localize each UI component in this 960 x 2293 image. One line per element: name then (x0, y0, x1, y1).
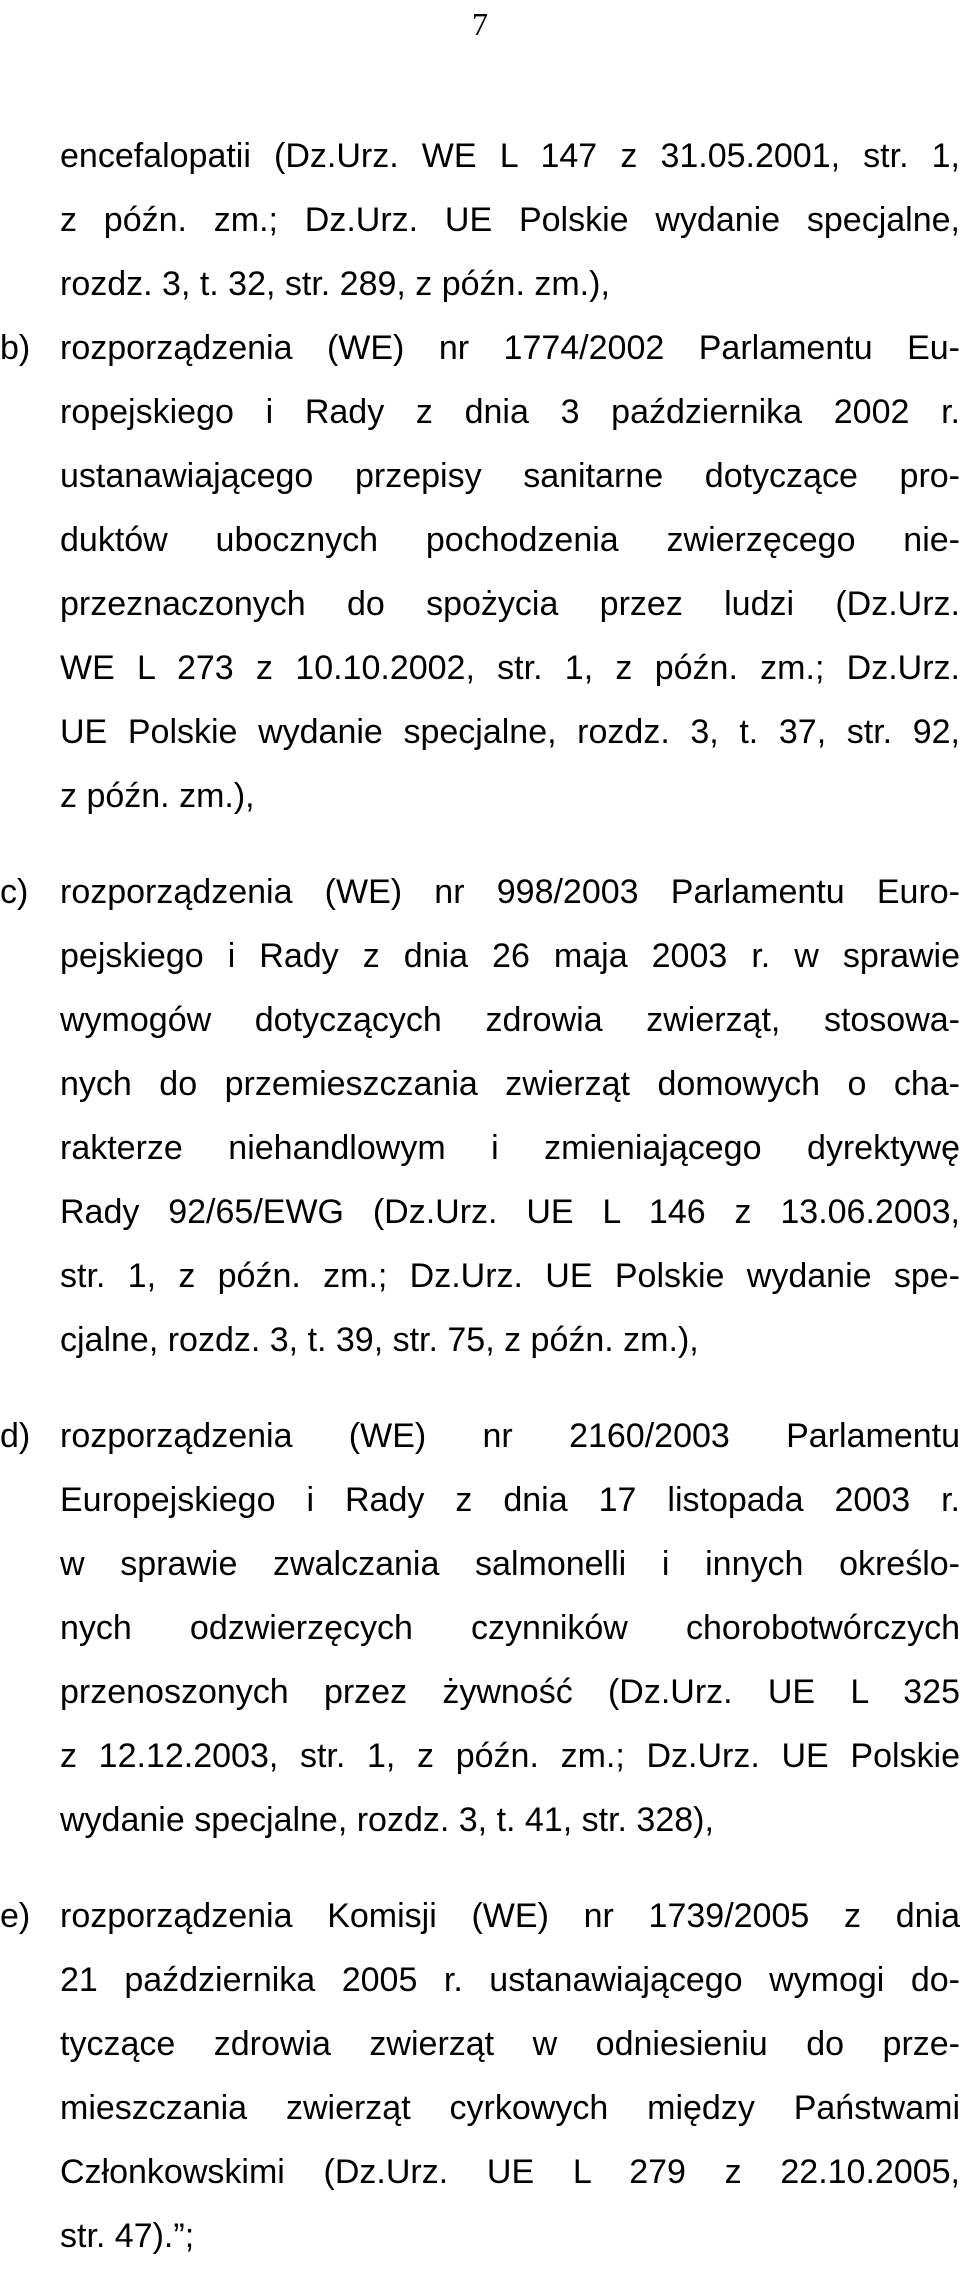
page-number: 7 (472, 6, 488, 42)
list-item-b (0, 316, 960, 828)
text-line: ustanawiającego przepisy sanitarne dotyczące pro- (60, 457, 960, 495)
text-line: tyczące zdrowia zwierząt w odniesieniu do prze- (60, 2025, 960, 2063)
text-line: rakterze niehandlowym i zmieniającego dyrektywę (60, 1129, 960, 1167)
text-line: encefalopatii (Dz.Urz. WE L 147 z 31.05.2001, str. 1, (60, 137, 960, 175)
text-line: e) rozporządzenia Komisji (WE) nr 1739/2005 z dnia (60, 1884, 960, 1948)
text-line: wydanie specjalne, rozdz. 3, t. 41, str. 328), (60, 1801, 714, 1839)
text-line: rozdz. 3, t. 32, str. 289, z późn. zm.), (60, 265, 610, 303)
text-line: cjalne, rozdz. 3, t. 39, str. 75, z późn. zm.), (60, 1321, 699, 1359)
text-line: Członkowskimi (Dz.Urz. UE L 279 z 22.10.2005, (60, 2153, 960, 2191)
text-line: Rady 92/65/EWG (Dz.Urz. UE L 146 z 13.06.2003, (60, 1193, 960, 1231)
text-line: c) rozporządzenia (WE) nr 998/2003 Parlamentu Euro- (60, 860, 960, 924)
list-marker: c) (0, 873, 29, 911)
text-line: nych do przemieszczania zwierząt domowych o cha- (60, 1065, 960, 1103)
text-line: pejskiego i Rady z dnia 26 maja 2003 r. w sprawie (60, 937, 960, 975)
text-line: z 12.12.2003, str. 1, z późn. zm.; Dz.Urz. UE Polskie (60, 1737, 960, 1775)
text-line: WE L 273 z 10.10.2002, str. 1, z późn. zm.; Dz.Urz. (60, 649, 960, 687)
document-body (0, 124, 960, 2268)
text-line: przeznaczonych do spożycia przez ludzi (Dz.Urz. (60, 585, 960, 623)
text-line: nych odzwierzęcych czynników chorobotwórczych (60, 1609, 960, 1647)
text-line: z późn. zm.; Dz.Urz. UE Polskie wydanie specjalne, (60, 201, 960, 239)
text-line: b) rozporządzenia (WE) nr 1774/2002 Parlamentu Eu- (60, 316, 960, 380)
text-line: wymogów dotyczących zdrowia zwierząt, stosowa- (60, 1001, 960, 1039)
text-line: UE Polskie wydanie specjalne, rozdz. 3, t. 37, str. 92, (60, 713, 960, 751)
list-item-e (0, 1884, 960, 2268)
list-marker: d) (0, 1417, 31, 1455)
list-marker: b) (0, 329, 31, 367)
text-line: str. 47).”; (60, 2217, 195, 2255)
list-item-d (0, 1404, 960, 1852)
text-line: str. 1, z późn. zm.; Dz.Urz. UE Polskie wydanie spe- (60, 1257, 960, 1295)
text-line: d) rozporządzenia (WE) nr 2160/2003 Parlamentu (60, 1404, 960, 1468)
text-line: z późn. zm.), (60, 777, 255, 815)
text-line: przenoszonych przez żywność (Dz.Urz. UE L 325 (60, 1673, 960, 1711)
text-line: duktów ubocznych pochodzenia zwierzęcego nie- (60, 521, 960, 559)
list-item-c (0, 860, 960, 1372)
intro-paragraph (60, 124, 960, 316)
text-line: w sprawie zwalczania salmonelli i innych określo- (60, 1545, 960, 1583)
text-line: mieszczania zwierząt cyrkowych między Państwami (60, 2089, 960, 2127)
text-line: 21 października 2005 r. ustanawiającego wymogi do- (60, 1961, 960, 1999)
text-line: ropejskiego i Rady z dnia 3 października 2002 r. (60, 393, 960, 431)
list-marker: e) (0, 1897, 31, 1935)
text-line: Europejskiego i Rady z dnia 17 listopada 2003 r. (60, 1481, 960, 1519)
